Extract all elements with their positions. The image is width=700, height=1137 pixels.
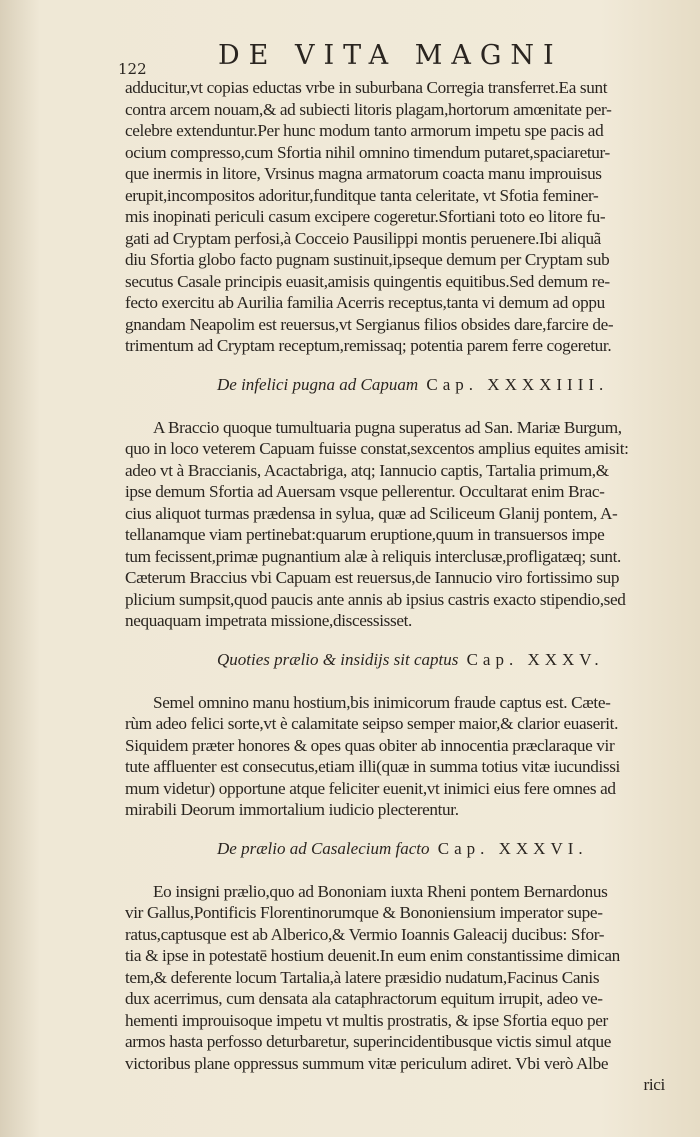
- text-line: rùm adeo felici sorte,vt è calamitate seipso semper maior,& clarior euaserit.: [125, 714, 619, 733]
- text-line: dux acerrimus, cum densata ala cataphractorum equitum irrupit, adeo ve-: [125, 989, 603, 1008]
- chapter-body: [125, 692, 673, 821]
- text-line: gati ad Cryptam perfosi,à Cocceio Pausilippi montis peruenere.Ibi aliquã: [125, 228, 601, 248]
- text-line: plicium sumpsit,quod paucis ante annis ab ipsius castris exacto stipendio,sed: [125, 589, 626, 609]
- text-line: Cæterum Braccius vbi Capuam est reuersus,de Iannucio viro fortissimo sup: [125, 568, 620, 587]
- text-line: ratus,captusque est ab Alberico,& Vermio Ioannis Galeacij ducibus: Sfor-: [125, 924, 605, 944]
- catchword: rici: [643, 1075, 665, 1094]
- text-line: vir Gallus,Pontificis Florentinorumque & Bononiensium imperator supe-: [125, 903, 603, 922]
- body-text: [125, 77, 673, 1096]
- chapter-heading: [217, 839, 673, 859]
- text-line: tellanamque viam pertinebat:quarum eruptione,quum in transuersos impe: [125, 525, 605, 544]
- text-line: fecto exercitu ab Aurilia familia Acerris receptus,tanta vi demum ad oppu: [125, 293, 605, 312]
- text-line: quo in loco veterem Capuam fuisse constat,sexcentos amplius equites amisit:: [125, 439, 629, 458]
- text-line: cius aliquot turmas prædensa in sylua, quæ ad Sciliceum Glanij pontem, A-: [125, 503, 618, 523]
- chapter-body: [125, 417, 673, 632]
- chapter-heading: [217, 375, 673, 395]
- text-line: mis inopinati periculi casum excipere cogeretur.Sfortiani toto eo litore fu-: [125, 207, 606, 226]
- text-line: contra arcem nouam,& ad subiecti litoris plagam,hortorum amœnitate per-: [125, 99, 612, 119]
- text-line: secutus Casale principis euasit,amisis quingentis equitibus.Sed demum re-: [125, 271, 610, 291]
- text-line: nequaquam impetrata missione,discessisset.: [125, 611, 412, 630]
- section-continuation: [125, 77, 673, 357]
- text-line: mum videtur) opportune atque feliciter euenit,vt inimici eius fere omnes ad: [125, 778, 616, 798]
- text-line: ocium compresso,cum Sfortia nihil omnino timendum putaret,spaciaretur-: [125, 142, 610, 162]
- chapter-heading: [217, 650, 673, 670]
- chapter-number: Cap. XXXVI.: [437, 838, 588, 858]
- chapter-title: De prælio ad Casalecium facto: [217, 838, 430, 858]
- text-line: hementi improuisoque impetu vt multis prostratis, & ipse Sfortia equo per: [125, 1010, 608, 1030]
- text-line: diu Sfortia globo facto pugnam sustinuit,ipseque demum per Cryptam sub: [125, 250, 610, 269]
- chapter-number: Cap. XXXV.: [466, 649, 604, 669]
- text-line: adducitur,vt copias eductas vrbe in suburbana Corregia transferret.Ea sunt: [125, 78, 608, 97]
- text-line: adeo vt à Braccianis, Acactabriga, atq; Iannucio captis, Tartalia primum,&: [125, 460, 609, 480]
- text-line: victoribus plane oppressus summum vitæ periculum adiret. Vbi verò Albe: [125, 1053, 609, 1073]
- text-line: tia & ipse in potestatē hostium deuenit.In eum enim constantissime dimican: [125, 946, 620, 965]
- page-header: [118, 40, 658, 80]
- text-line: gnandam Neapolim est reuersus,vt Sergianus filios obsides dare,farcire de-: [125, 314, 614, 334]
- text-line: celebre extenduntur.Per hunc modum tanto armorum impetu spe pacis ad: [125, 121, 604, 140]
- text-line: armos hasta perfosso deturbaretur, superincidentibusque victis simul atque: [125, 1032, 612, 1051]
- chapter-body: [125, 881, 673, 1096]
- text-line: trimentum ad Cryptam receptum,remissaq; potentia parem ferre cogeretur.: [125, 336, 612, 355]
- page-number: 122: [118, 60, 147, 78]
- text-line: ipse demum Sfortia ad Auersam vsque pellerentur. Occultarat enim Brac-: [125, 482, 605, 501]
- text-line: Semel omnino manu hostium,bis inimicorum fraude captus est. Cæte-: [153, 692, 611, 712]
- text-line: A Braccio quoque tumultuaria pugna superatus ad San. Mariæ Burgum,: [153, 417, 622, 437]
- text-line: tem,& deferente locum Tartalia,à latere præsidio nudatum,Facinus Canis: [125, 967, 600, 987]
- text-line: que inermis in litore, Vrsinus magna armatorum coacta manu improuisus: [125, 164, 602, 183]
- text-line: tum fecissent,primæ pugnantium alæ à reliquis interclusæ,profligatæq; sunt.: [125, 546, 621, 566]
- chapter-title: Quoties prælio & insidijs sit captus: [217, 649, 459, 669]
- text-line: Eo insigni prælio,quo ad Bononiam iuxta Rheni pontem Bernardonus: [153, 881, 608, 901]
- text-line: mirabili Deorum immortalium iudicio plecterentur.: [125, 800, 459, 819]
- text-line: Siquidem præter honores & opes quas obiter ab innocentia præclaraque vir: [125, 735, 615, 755]
- running-title: DE VITA MAGNI: [218, 40, 563, 71]
- chapter-title: De infelici pugna ad Capuam: [217, 374, 419, 394]
- text-line: erupit,incompositos adoritur,funditque tanta celeritate, vt Sfotia feminer-: [125, 185, 599, 205]
- chapter-number: Cap. XXXXIIII.: [426, 374, 609, 394]
- text-line: tute affluenter est consecutus,etiam illi(quæ in summa totius vitæ iucundissi: [125, 757, 620, 776]
